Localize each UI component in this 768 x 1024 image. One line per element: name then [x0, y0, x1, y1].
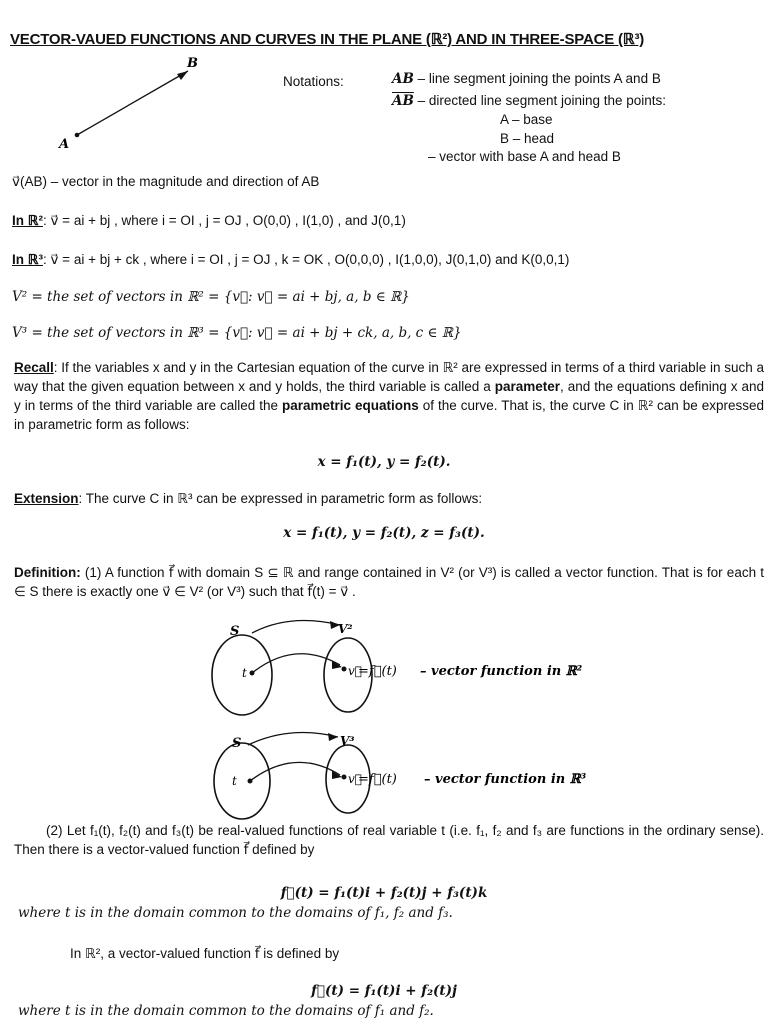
definition-label: Definition: — [14, 565, 81, 580]
point-v — [342, 775, 347, 780]
parametric-equation-2d: x = f₁(t), y = f₂(t). — [317, 454, 451, 470]
notation-ab-text: – line segment joining the points A and B — [417, 71, 661, 86]
set-s-label: S — [230, 624, 240, 639]
notation-line-1 — [392, 71, 661, 87]
vector-definition: v⃗(AB) – vector in the magnitude and direction of AB — [12, 174, 320, 189]
arrowhead-icon — [177, 71, 188, 80]
notation-ab-symbol: AB — [392, 71, 414, 87]
domain-ellipse — [214, 743, 270, 819]
vector-function-equation-2d: f⃗(t) = f₁(t)i + f₂(t)j — [311, 983, 457, 999]
point-a — [75, 133, 80, 138]
f-of-t-label: =f⃗(t) — [358, 664, 397, 679]
set-s-label: S — [232, 736, 242, 751]
diagram-caption-r3: – vector function in ℝ³ — [424, 772, 587, 787]
extension-label: Extension — [14, 491, 79, 506]
r2-vector-function-intro: In ℝ², a vector-valued function f⃗ is defined by — [70, 946, 340, 961]
recall-label: Recall — [14, 360, 54, 375]
definition-paragraph — [14, 563, 764, 601]
recall-bold-parameter: parameter — [494, 379, 561, 394]
v2-definition: V² = the set of vectors in ℝ² = {v⃗: v⃗ = ai + bj, a, b ∈ ℝ} — [12, 289, 410, 305]
arrowhead-icon — [332, 661, 342, 669]
vector-function-equation-3d: f⃗(t) = f₁(t)i + f₂(t)j + f₃(t)k — [280, 885, 488, 901]
notation-line-2 — [392, 93, 666, 109]
notation-directed-ab-symbol: $\overline{AB}$ — [392, 93, 414, 109]
r2-label: In ℝ² — [12, 213, 43, 228]
r3-basis-line — [12, 252, 569, 268]
part2-paragraph — [14, 821, 764, 859]
parametric-equation-3d: x = f₁(t), y = f₂(t), z = f₃(t). — [283, 525, 485, 541]
notation-directed-ab-text: – directed line segment joining the points: — [417, 93, 667, 108]
v3-definition: V³ = the set of vectors in ℝ³ = {v⃗: v⃗ = ai + bj + ck, a, b, c ∈ ℝ} — [12, 325, 462, 341]
set-v2-label: V² — [338, 622, 353, 636]
label-a: A — [59, 137, 70, 152]
t-label: t — [242, 666, 247, 680]
notation-base: A – base — [500, 112, 553, 127]
recall-bold-parametric: parametric equations — [282, 398, 419, 413]
notations-heading: Notations: — [283, 74, 344, 89]
vector-function-diagram-r2 — [200, 615, 620, 725]
notation-head: B – head — [500, 131, 555, 146]
extension-line — [14, 491, 482, 507]
definition-text: (1) A function f⃗ with domain S ⊆ ℝ and range contained in V² (or V³) is called a vector function. That is for each t ∈ S there is exactly one v⃗ ∈ V² (or V³) such that f⃗(t) = v⃗ . — [14, 565, 764, 599]
r3-label: In ℝ³ — [12, 252, 43, 267]
label-b: B — [187, 56, 198, 71]
extension-text: : The curve C in ℝ³ can be expressed in parametric form as follows: — [78, 491, 483, 506]
domain-note-3d: where t is in the domain common to the domains of f₁, f₂ and f₃. — [18, 905, 453, 921]
r2-basis-line — [12, 213, 406, 229]
t-label: t — [232, 774, 237, 788]
vector-function-diagram-r3 — [200, 725, 620, 835]
recall-text-2: , and the equations defining x and y in terms of the third variable are called the — [14, 379, 764, 413]
vector-ab-line — [77, 71, 188, 135]
recall-paragraph — [14, 358, 764, 434]
v-label: v⃗ — [348, 664, 362, 678]
point-v — [342, 667, 347, 672]
notation-vector: – vector with base A and head B — [428, 149, 621, 164]
recall-text-3: of the curve. That is, the curve C in ℝ² can be expressed in parametric form as follows: — [14, 398, 764, 432]
page-title: VECTOR-VAUED FUNCTIONS AND CURVES IN THE PLANE (ℝ²) AND IN THREE-SPACE (ℝ³) — [10, 31, 645, 48]
mapping-arrow-top — [248, 733, 338, 746]
v-label: v⃗ — [348, 772, 362, 786]
arrowhead-icon — [328, 733, 338, 741]
r2-text: : v⃗ = ai + bj , where i = OI , j = OJ , O(0,0) , I(1,0) , and J(0,1) — [42, 213, 406, 228]
f-of-t-label: =f⃗(t) — [358, 772, 397, 787]
set-v3-label: V³ — [340, 734, 355, 748]
point-t — [248, 779, 253, 784]
diagram-caption-r2: – vector function in ℝ² — [420, 664, 583, 679]
point-t — [250, 671, 255, 676]
arrowhead-icon — [332, 771, 342, 779]
r3-text: : v⃗ = ai + bj + ck , where i = OI , j = OJ , k = OK , O(0,0,0) , I(1,0,0), J(0,1,0) and K(0,0,1) — [42, 252, 570, 267]
recall-text-1: : If the variables x and y in the Cartesian equation of the curve in ℝ² are expressed in terms of a third variable in such a way that the given equation between x and y holds, the third variable is called a — [14, 360, 764, 394]
vector-ab-figure — [55, 55, 215, 155]
domain-note-2d: where t is in the domain common to the domains of f₁ and f₂. — [18, 1003, 434, 1019]
mapping-arrow-top — [252, 621, 340, 634]
part2-text: (2) Let f₁(t), f₂(t) and f₃(t) be real-valued functions of real variable t (i.e. f₁, f₂ and f₃ are functions in the ordinary sense). Then there is a vector-valued function f⃗ defined by — [14, 823, 764, 857]
